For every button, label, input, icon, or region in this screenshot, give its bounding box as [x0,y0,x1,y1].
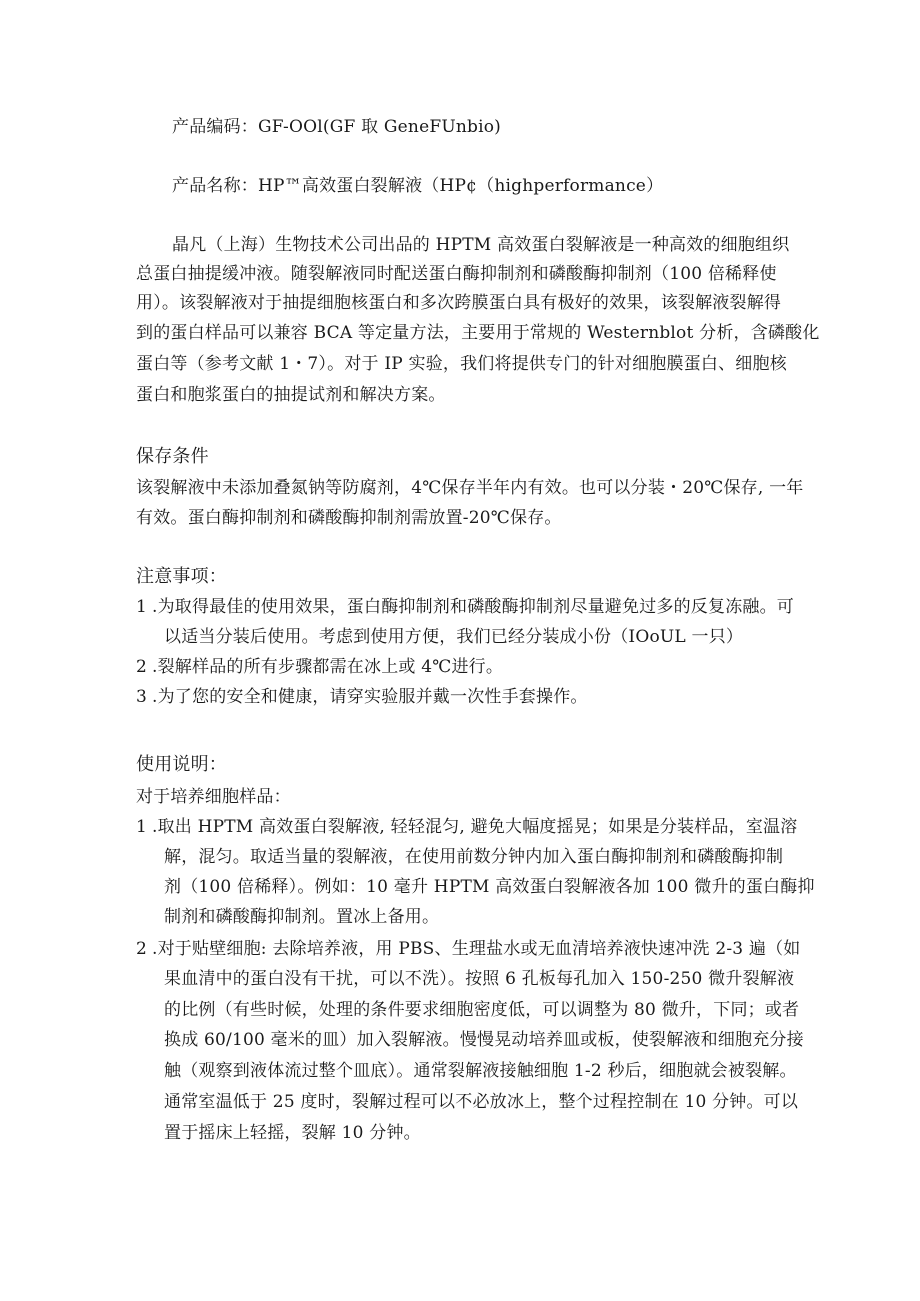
storage-heading: 保存条件 [136,446,209,467]
usage-item-line: 置于摇床上轻摇，裂解 10 分钟。 [164,1123,421,1143]
storage-line: 有效。蛋白酶抑制剂和磷酸酶抑制剂需放置-20℃保存。 [136,508,562,528]
usage-item-number: 1 [136,817,147,837]
intro-line: 到的蛋白样品可以兼容 BCA 等定量方法，主要用于常规的 Westernblot 分析，含磷酸化 [136,323,820,343]
notes-item-line: .为了您的安全和健康，请穿实验服并戴一次性手套操作。 [152,687,588,707]
intro-line: 总蛋白抽提缓冲液。随裂解液同时配送蛋白酶抑制剂和磷酸酶抑制剂（100 倍稀释使 [136,264,777,284]
usage-item-line: 通常室温低于 25 度时，裂解过程可以不必放冰上，整个过程控制在 10 分钟。可以 [164,1092,799,1112]
intro-line: 蛋白等（参考文献 1・7）。对于 IP 实验，我们将提供专门的针对细胞膜蛋白、细胞核 [136,354,787,374]
usage-item-line: .对于贴壁细胞: 去除培养液，用 PBS、生理盐水或无血清培养液快速冲洗 2-3 遍（如 [152,939,801,959]
usage-item-number: 2 [136,939,147,959]
notes-item-line: .裂解样品的所有步骤都需在冰上或 4℃进行。 [152,657,504,677]
notes-item-number: 1 [136,597,147,617]
intro-line: 蛋白和胞浆蛋白的抽提试剂和解决方案。 [136,385,446,405]
usage-item-line: 换成 60/100 毫米的皿）加入裂解液。慢慢晃动培养皿或板，使裂解液和细胞充分接 [164,1030,804,1050]
notes-item-line: 以适当分装后使用。考虑到使用方便，我们已经分装成小份（IOoUL 一只） [164,627,744,647]
usage-item-line: 果血清中的蛋白没有干扰，可以不洗）。按照 6 孔板每孔加入 150-250 微升裂解液 [164,969,795,989]
usage-item-line: 制剂和磷酸酶抑制剂。置冰上备用。 [164,907,440,927]
usage-item-line: 的比例（有些时候，处理的条件要求细胞密度低，可以调整为 80 微升，下同；或者 [164,1000,800,1020]
product-name: 产品名称：HP™高效蛋白裂解液（HP¢（highperformance） [172,176,664,196]
intro-line: 用）。该裂解液对于抽提细胞核蛋白和多次跨膜蛋白具有极好的效果，该裂解液裂解得 [136,293,782,313]
notes-heading: 注意事项： [136,566,227,587]
storage-line: 该裂解液中未添加叠氮钠等防腐剂，4℃保存半年内有效。也可以分装・20℃保存, 一年 [136,478,804,498]
usage-item-line: 触（观察到液体流过整个皿底）。通常裂解液接触细胞 1-2 秒后，细胞就会被裂解。 [164,1061,797,1081]
notes-item-number: 3 [136,687,147,707]
product-code: 产品编码：GF-OOl(GF 取 GeneFUnbio) [172,117,501,137]
usage-item-line: 解，混匀。取适当量的裂解液，在使用前数分钟内加入蛋白酶抑制剂和磷酸酶抑制 [164,847,784,867]
notes-item-line: .为取得最佳的使用效果，蛋白酶抑制剂和磷酸酶抑制剂尽量避免过多的反复冻融。可 [152,597,795,617]
notes-item-number: 2 [136,657,147,677]
usage-item-line: .取出 HPTM 高效蛋白裂解液, 轻轻混匀, 避免大幅度摇晃；如果是分装样品，室温溶 [152,817,798,837]
intro-line: 晶凡（上海）生物技术公司出品的 HPTM 高效蛋白裂解液是一种高效的细胞组织 [172,235,790,255]
usage-item-line: 剂（100 倍稀释）。例如：10 毫升 HPTM 高效蛋白裂解液各加 100 微升的蛋白酶抑 [164,877,815,897]
usage-heading: 使用说明： [136,754,227,775]
usage-subheading: 对于培养细胞样品： [136,787,291,807]
